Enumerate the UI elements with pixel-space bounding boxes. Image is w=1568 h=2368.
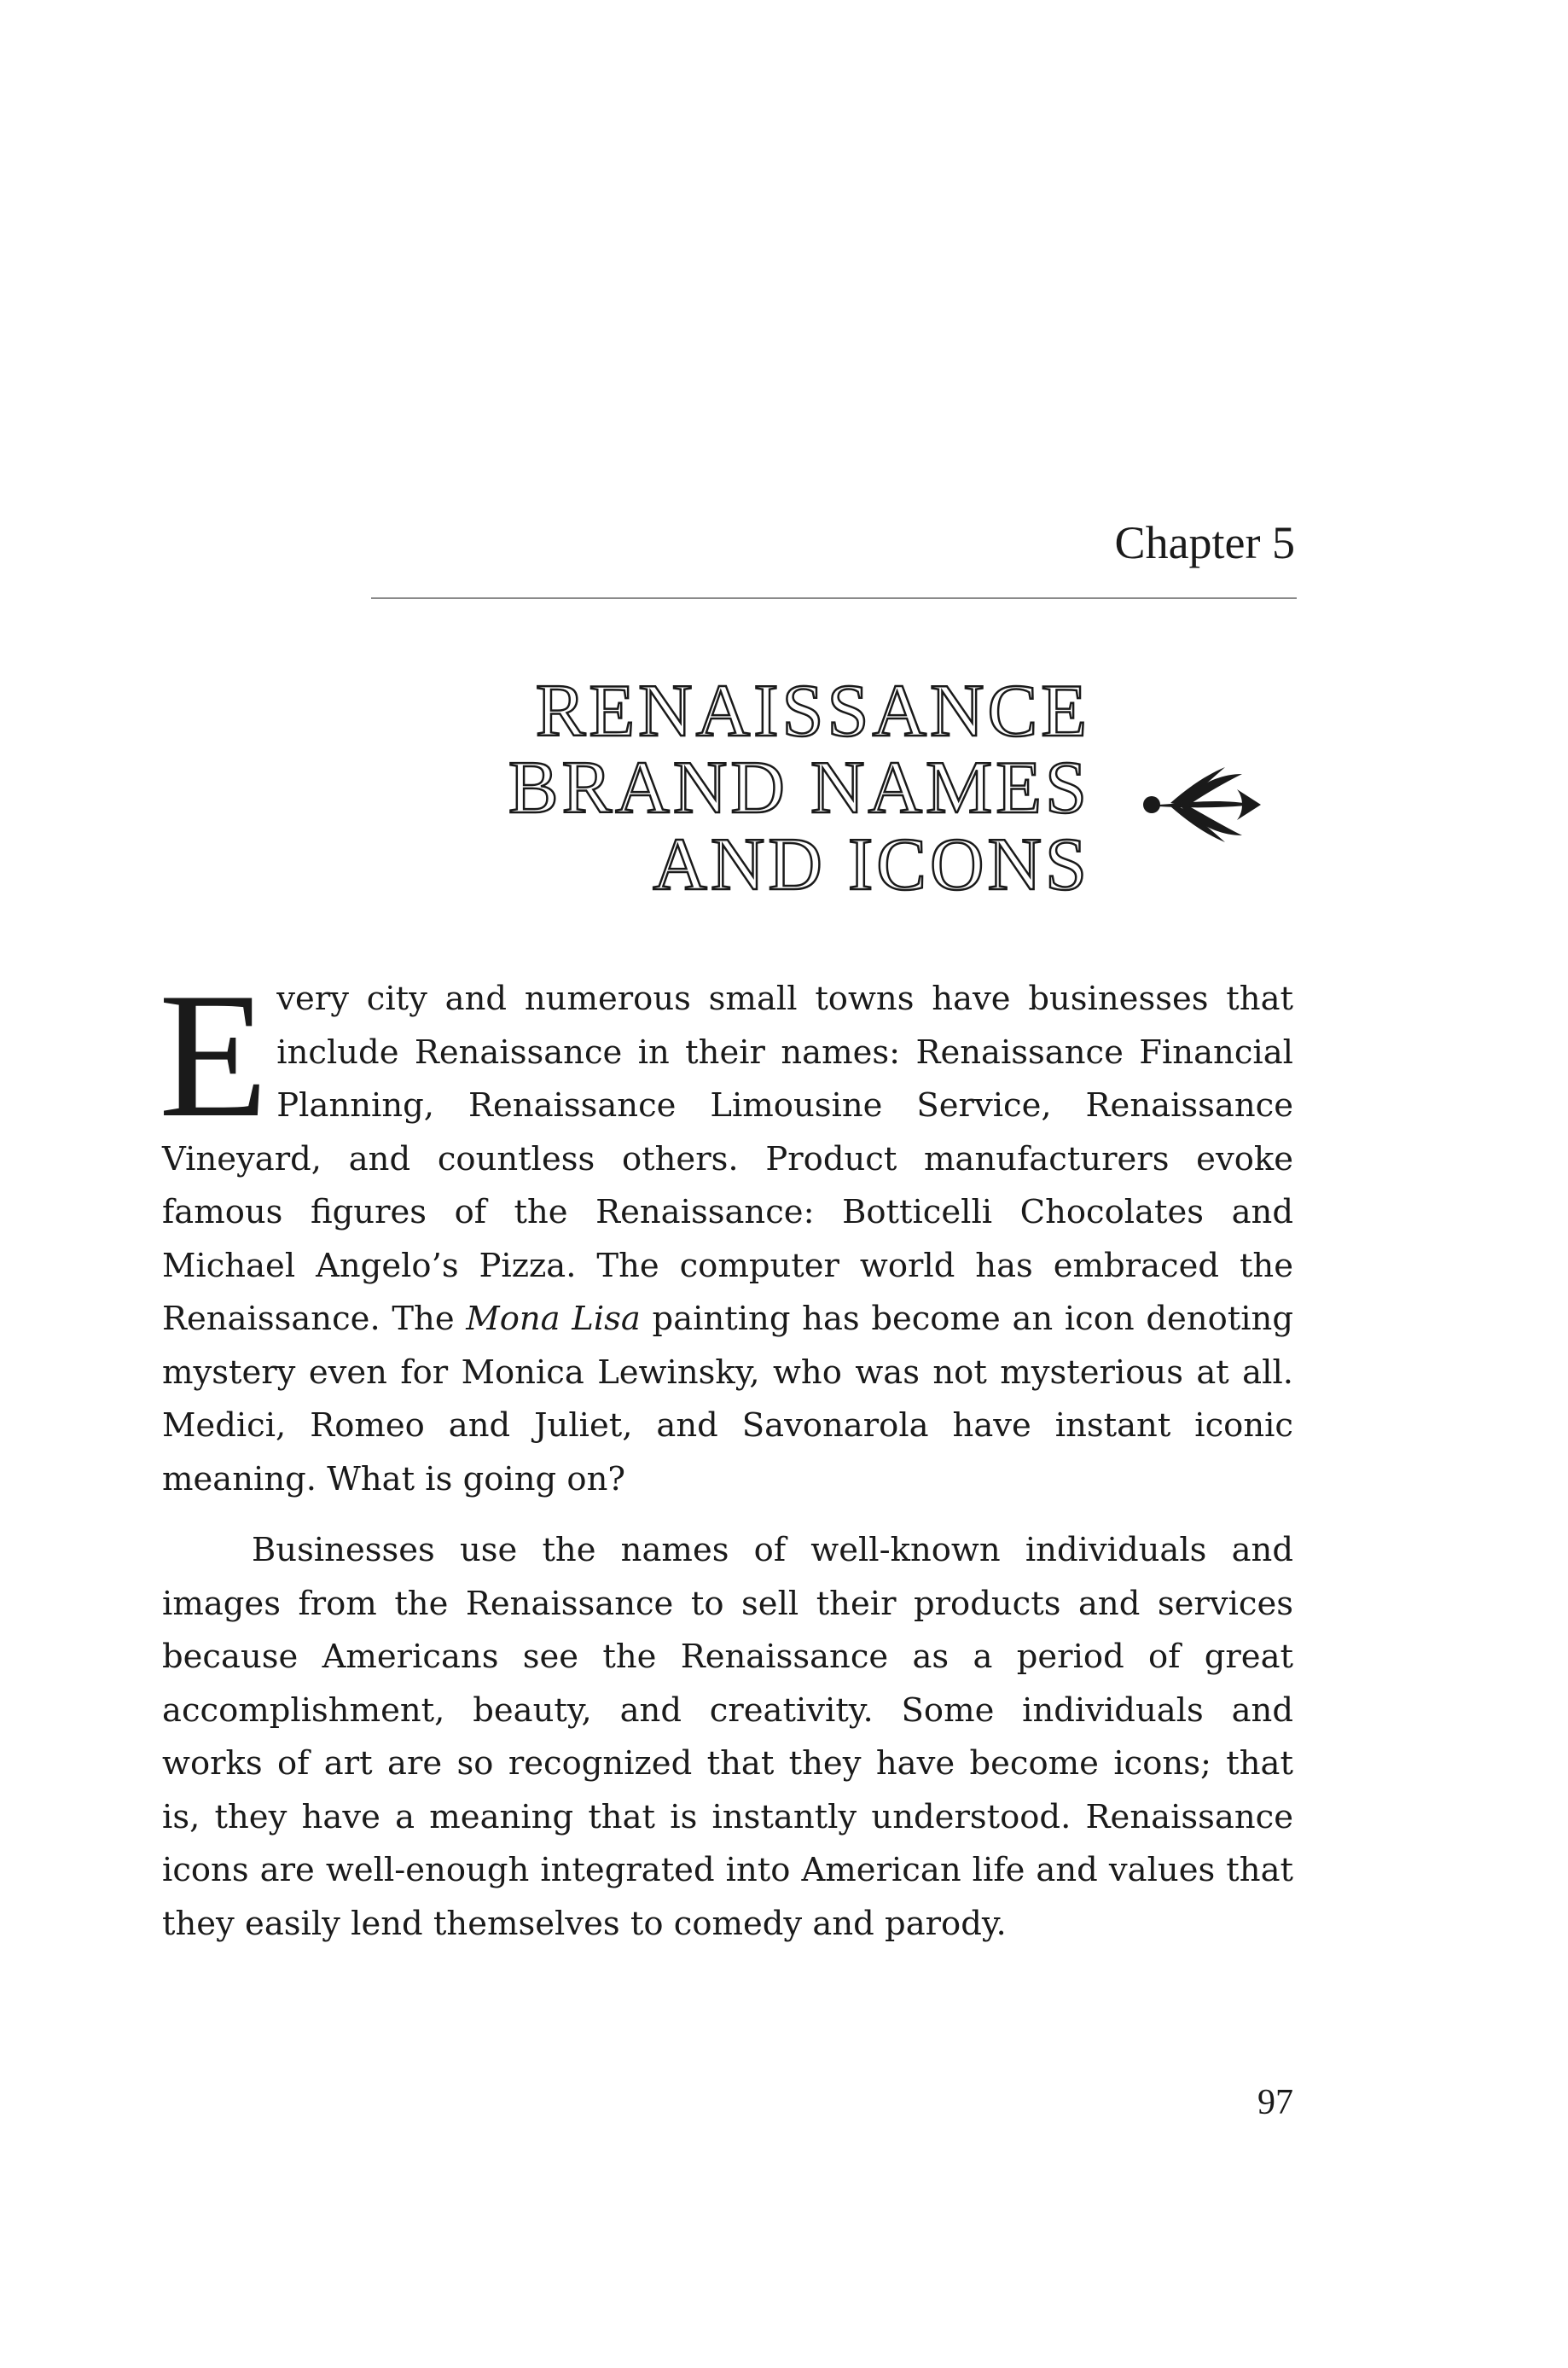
chapter-title [508, 670, 1090, 906]
chapter-title-line-2: BRAND NAMES [508, 747, 1090, 829]
chapter-divider [371, 597, 1297, 599]
chapter-title-line-1: RENAISSANCE [535, 670, 1090, 753]
chapter-title-line-3: AND ICONS [653, 823, 1090, 906]
paragraph-2: Businesses use the names of well-known individuals and images from the Renaissance to sell their products and services because Americans see the Renaissance as a period of great accomplishment, beauty, and creativity. Some individuals and works of art are so recognized that they have become icons; that is, they have a meaning that is instantly understood. Renaissance icons are well-enough integrated into American life and values that they easily lend themselves to comedy and parody. [162, 1531, 1293, 1943]
artwork-title: Mona Lisa [466, 1300, 641, 1338]
paragraph-1-text-a: very city and numerous small towns have businesses that include Renaissance in their names: Renaissance Financial Planning, Renaissance Limousine Service, Renaissance Vineyard, and countless others. Product manufacturers evoke famous figures of the Renaissance: Botticelli Chocolates and Michael Angelo’s Pizza. The computer world has embraced the Renaissance. The [162, 980, 1293, 1338]
paragraph-1 [159, 957, 1294, 1506]
paragraph-1-text-b: painting has become an icon denoting mystery even for Monica Lewinsky, who was not mysterious at all. Medici, Romeo and Juliet, and Savonarola have instant iconic meaning. What is going on? [162, 1300, 1294, 1498]
chapter-label: Chapter 5 [1114, 517, 1295, 568]
body-text [159, 957, 1294, 1951]
page-number: 97 [1257, 2083, 1293, 2122]
drop-cap: E [159, 957, 269, 1155]
fleuron-icon [1136, 755, 1264, 849]
